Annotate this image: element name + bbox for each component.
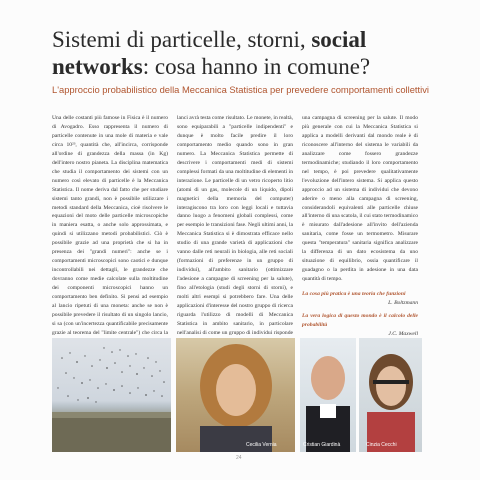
starlings-image	[52, 338, 171, 452]
portrait-photo-1	[176, 338, 295, 452]
column-1-text: Una delle costanti più famose in Fisica è il numero di Avogadro. Esso rappresenta il numero di particelle contenute in una mole di materia e vale circa 10²³, quantità che, all'incirca, corrisponde all'ordine di grandezza della massa (in Kg) dell'intero nostro pianeta. La disciplina matematica che studia il comportamento dei sistemi con un numero così elevato di particelle è la Meccanica Statistica. Il nome deriva dal fatto che per studiare sistemi tanto grandi, non è possibile utilizzare i metodi standard della Meccanica, cioè risolvere le equazioni del moto delle particelle microscopiche in maniera esatta, o anche solo approssimata, e quindi si utilizzano metodi probabilistici. Ciò è possibile grazie ad una proprietà che si ha in presenza dei "grandi numeri": anche se i comportamenti microscopici sono caotici e dunque incontrollabili nei dettagli, le grandezze che dovranno come medie calcolate sulla moltitudine dei componenti microscopici hanno un comportamento ben definito. Si pensi ad esempio al lancio ripetuti di una moneta: anche se non è possibile prevedere il risultato di un singolo lancio, si sa (con un'incertezza quantificabile precisamente grazie al teorema del "limite centrale") che circa la	[52, 115, 168, 336]
quote-1-text: La cosa più pratica è una teoria che funzioni	[302, 291, 406, 298]
portrait-2-image	[300, 338, 356, 452]
portrait-1-image	[176, 338, 295, 452]
title-part2: : cosa hanno in comune?	[142, 54, 371, 79]
photo-caption-3: Cinzia Cecchi	[366, 442, 397, 448]
page-number: 24	[236, 455, 242, 461]
text-column-1	[52, 114, 168, 347]
title-bold1: social	[311, 27, 367, 52]
quote-2-author: J.C. Maxwell	[388, 330, 418, 337]
portrait-photo-3	[359, 338, 422, 452]
quote-2-text: La vera logica di questo mondo è il calcolo delle probabilità	[302, 313, 418, 328]
title-bold2: networks	[52, 54, 143, 79]
article-title	[52, 26, 472, 80]
starlings-photo	[52, 338, 171, 452]
photo-caption-2: Cristian Giardinà	[303, 442, 341, 448]
quote-1-author: L. Boltzmann	[388, 300, 418, 307]
title-part1: Sistemi di particelle, storni,	[52, 27, 312, 52]
text-column-3	[302, 114, 418, 339]
portrait-photo-2	[300, 338, 356, 452]
text-column-2	[177, 114, 293, 347]
column-3-text: una campagna di screening per la salute. Il modo più generale con cui la Meccanica Statistica si applica a modelli derivanti dal mondo reale è di riconoscere all'interno del sistema le variabili da analizzare come fossero grandezze termodinamiche; studiando il loro comportamento nel tempo, è poi prevedere qualitativamente l'evoluzione dell'intero sistema. Si applica questo approccio ad un sistema di individui che devono aderire o meno alla campagna di screening, considerandoli equivalenti alle particelle chiuse all'interno di una scatola, il cui stato termodinamico è misurato dall'adesione all'invito dell'azienda sanitaria, come fosse un termometro. Misurare questa "temperatura" sanitaria significa analizzare la differenza di un dato ecosistema da uno situazione di equilibrio, ossia quantificare il guadagno o la perdita in adesione in una data quantità di tempo.	[302, 115, 418, 283]
article-subtitle: L'approccio probabilistico della Meccanica Statistica per prevedere comportamenti collettivi	[52, 84, 429, 95]
photo-caption-1: Cecilia Vernia	[246, 442, 277, 448]
column-2-text: lanci avrà testa come risultato. Le monete, in realtà, sono equiparabili a "particelle indipendenti" e dunque è molto facile predire il loro comportamento medio quando sono in gran numero. La Meccanica Statistica permette di descrivere i comportamenti medi di sistemi complessi formati da una moltitudine di elementi in interazione. Le particelle di un vetro ricoperto litio (atomi di un gas, molecole di un liquido, dipoli magnetici della memoria del computer) interagiscono tra loro con leggi locali e tuttavia danno luogo a fenomeni globali complessi, come per esempio le transizioni fase. Negli ultimi anni, la Meccanica Statistica si è dimostrata efficace nello studio di una grande varietà di applicazioni che vanno dalle reti neurali in biologia, alle reti sociali (formazioni di preferenze in un gruppo di individui), all'ambito sanitario (ottimizzare l'adesione a campagne di screening per la salute), fino all'etologia (studi degli storni di storni), e molti altri esempi si potrebbero fare. Una delle applicazioni d'interesse del nostro gruppo di ricerca riguarda l'utilizzo di modelli di Meccanica Statistica in ambito sanitario, in particolare nell'analisi di come un gruppo di individui risponde	[177, 115, 293, 336]
portrait-3-image	[359, 338, 422, 452]
